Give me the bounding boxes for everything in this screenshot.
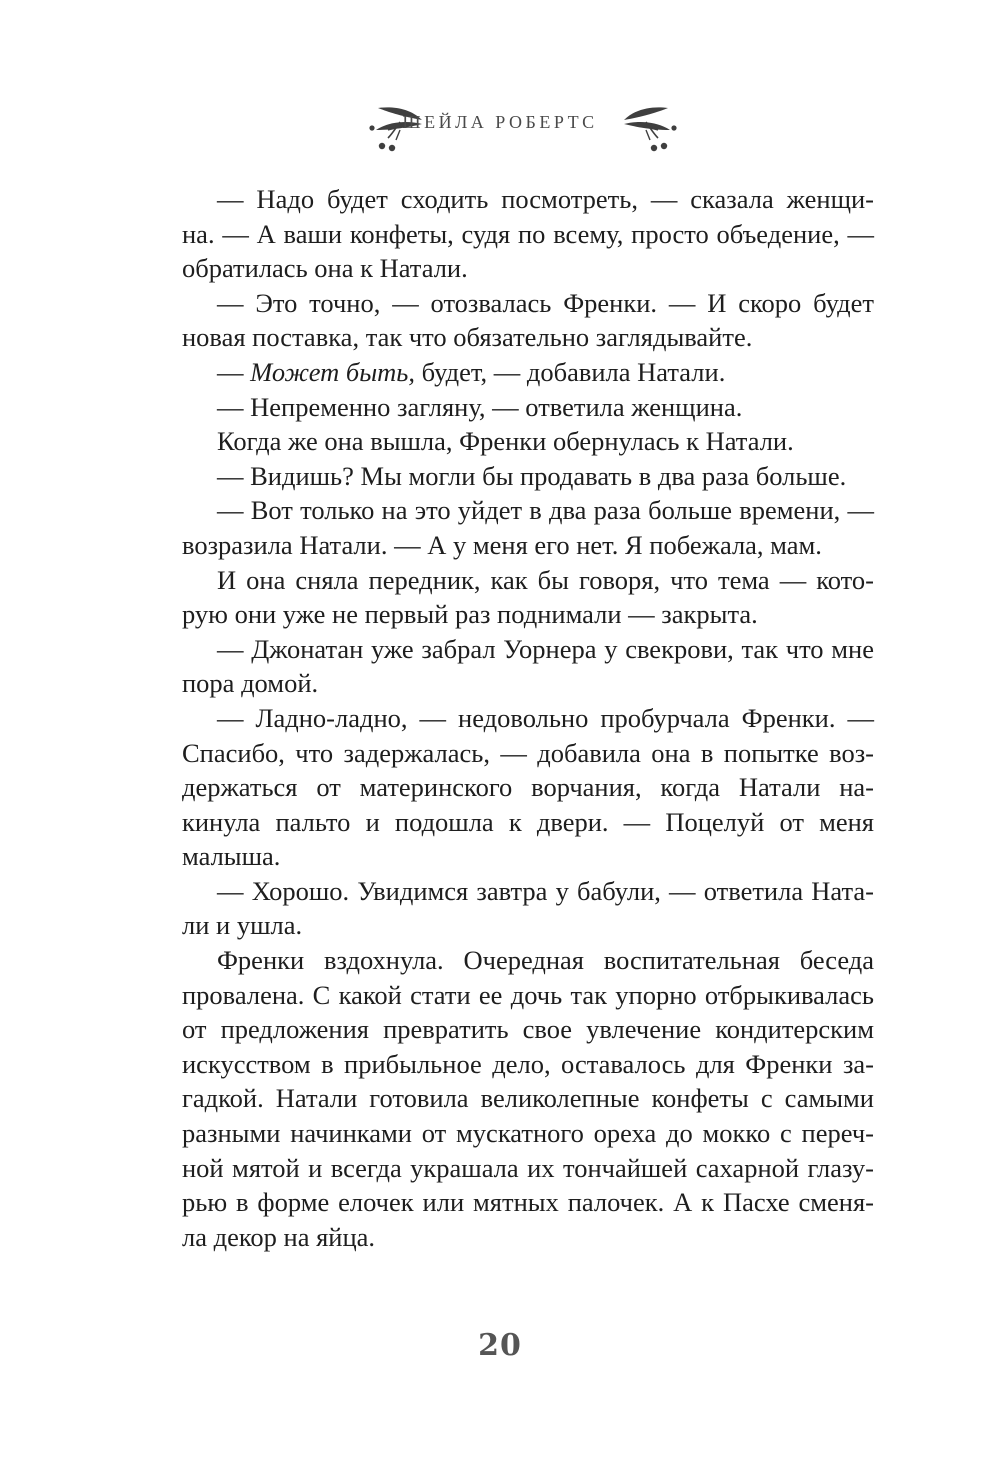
text-line: обратилась она к Натали.: [182, 253, 468, 284]
text-line: — Непременно загляну, — ответила женщина.: [217, 391, 743, 422]
text-line: — Хорошо. Увидимся завтра у бабули, — ответила Ната-: [217, 875, 874, 906]
text-line: кинула пальто и подошла к двери. — Поцелуй от меня: [182, 806, 874, 837]
text-line: рью в форме елочек или мятных палочек. А к Пасхе сменя-: [182, 1187, 874, 1218]
text-line: новая поставка, так что обязательно заглядывайте.: [182, 322, 753, 353]
italic-phrase: Может быть,: [250, 356, 415, 387]
text-line: искусством в прибыльное дело, оставалось для Френки за-: [182, 1048, 874, 1079]
text-line: провалена. С какой стати ее дочь так упорно отбрыкивалась: [182, 979, 874, 1010]
text-line: ла декор на яйца.: [182, 1221, 376, 1252]
text-line: — Джонатан уже забрал Уорнера у свекрови, так что мне: [217, 633, 874, 664]
text-line: Когда же она вышла, Френки обернулась к Натали.: [217, 426, 794, 457]
text-line: гадкой. Натали готовила великолепные конфеты с самыми: [182, 1083, 874, 1114]
dash: —: [217, 356, 251, 387]
text-line: пора домой.: [182, 668, 319, 699]
page-number: 20: [478, 1328, 522, 1363]
text-line: от предложения превратить свое увлечение кондитерским: [182, 1014, 874, 1045]
running-head-author: ШЕЙЛА РОБЕРТС: [402, 112, 598, 132]
text-line: — Ладно-ладно, — недовольно пробурчала Френки. —: [217, 702, 874, 733]
text-line: возразила Натали. — А у меня его нет. Я побежала, мам.: [182, 529, 822, 560]
running-header: [0, 100, 1000, 160]
text-line: ли и ушла.: [182, 910, 303, 941]
text-line: — Видишь? Мы могли бы продавать в два раза больше.: [217, 460, 847, 491]
body-text: [182, 182, 874, 1254]
line-rest: будет, — добавила Натали.: [415, 356, 726, 387]
leaf-sprig-right-icon: [620, 100, 680, 156]
text-line: — Надо будет сходить посмотреть, — сказала женщи-: [217, 184, 874, 214]
text-line: держаться от материнского ворчания, когда Натали на-: [182, 772, 874, 803]
text-line: — Вот только на это уйдет в два раза больше времени, —: [217, 495, 874, 526]
text-line: Спасибо, что задержалась, — добавила она в попытке воз-: [182, 737, 874, 768]
text-line: — Это точно, — отозвалась Френки. — И скоро будет: [217, 287, 874, 318]
text-line: на. — А ваши конфеты, судя по всему, просто объедение, —: [182, 218, 874, 249]
text-line: малыша.: [182, 841, 281, 872]
text-line: И она сняла передник, как бы говоря, что тема — кото-: [217, 564, 874, 595]
text-line-with-italic: [182, 355, 874, 390]
text-line: Френки вздохнула. Очередная воспитательная беседа: [217, 945, 874, 976]
text-line: разными начинками от мускатного ореха до мокко с переч-: [182, 1118, 874, 1149]
text-line: ной мятой и всегда украшала их тончайшей сахарной глазу-: [182, 1152, 874, 1183]
text-line: рую они уже не первый раз поднимали — закрыта.: [182, 599, 758, 630]
